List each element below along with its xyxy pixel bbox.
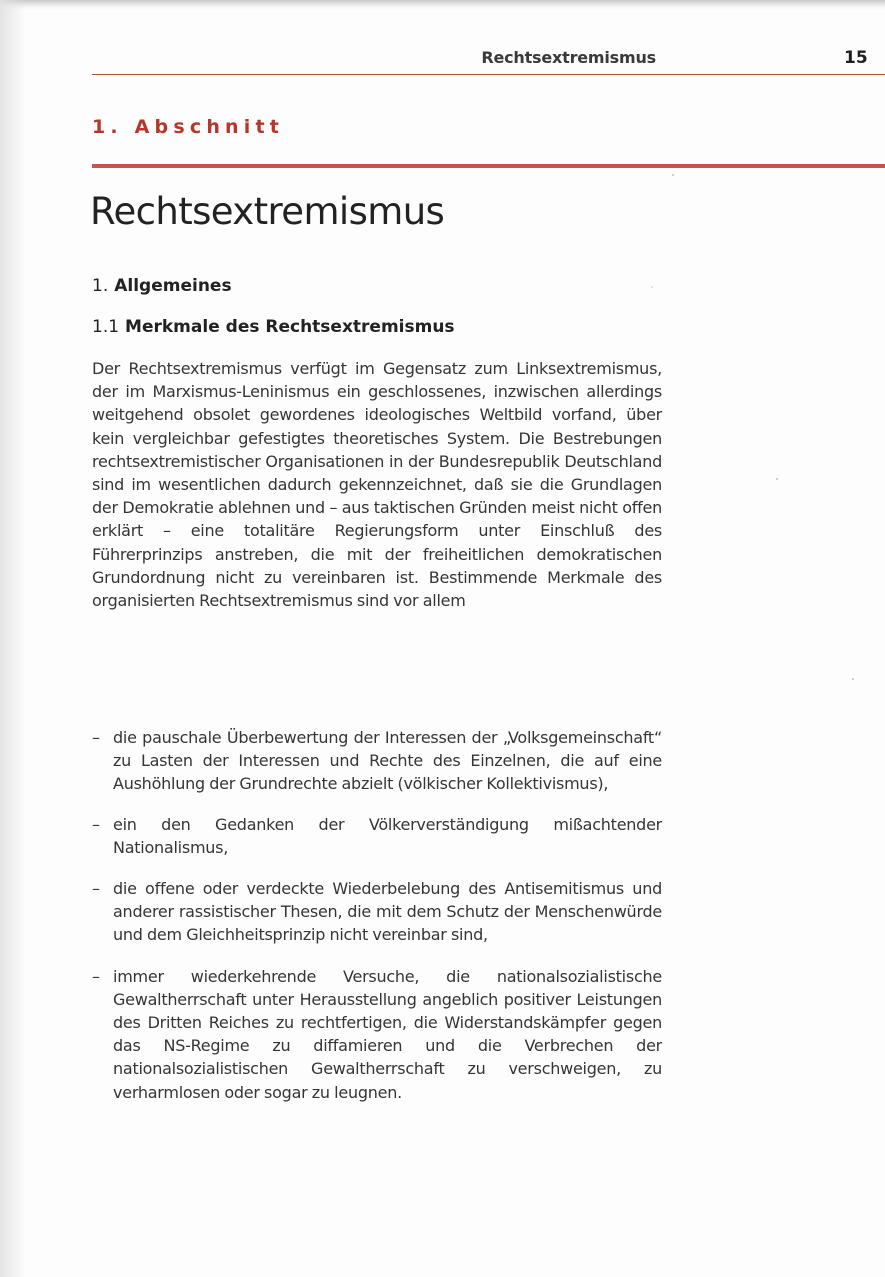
list-item-text: die offene oder verdeckte Wiederbelebung des Antisemitismus und anderer rassistischer Thesen, die mit dem Schutz der Menschenwürde und dem Gleichheitsprinzip nicht vereinbar sind, (113, 879, 662, 945)
list-item-text: ein den Gedanken der Völkerverständigung mißachtender Nationalismus, (113, 814, 662, 857)
heading-text: Merkmale des Rechtsextremismus (125, 317, 455, 337)
dash-marker: – (92, 879, 100, 899)
scan-speck (651, 286, 653, 288)
running-head-title: Rechtsextremismus (481, 48, 656, 67)
section-label: 1. Abschnitt (92, 116, 285, 138)
chapter-title: Rechtsextremismus (90, 190, 445, 233)
heading-text: Allgemeines (114, 276, 232, 296)
heading-number: 1.1 (92, 317, 120, 337)
list-item-text: die pauschale Überbewertung der Interessen der „Volksgemeinschaft“ zu Lasten der Interessen und Rechte des Einzelnen, die auf eine Aushöhlung der Grundrechte abzielt (völkischer Kollektivismus), (113, 728, 662, 794)
dash-marker: – (92, 966, 100, 986)
section-rule (92, 164, 885, 168)
scan-edge-top (0, 0, 885, 10)
list-item (92, 965, 662, 1104)
running-head-rule (92, 74, 885, 75)
heading-allgemeines (92, 276, 232, 296)
dash-marker: – (92, 814, 100, 834)
scan-speck (672, 174, 674, 176)
dash-marker: – (92, 728, 100, 747)
list-item (92, 877, 662, 947)
list-item (92, 726, 662, 796)
page-number: 15 (844, 48, 868, 68)
scan-edge-left (0, 0, 26, 1277)
running-head (92, 44, 868, 72)
list-item (92, 813, 662, 859)
list-item-text: immer wiederkehrende Versuche, die nationalsozialistische Gewaltherrschaft unter Herausstellung angeblich positiver Leistungen des Dritten Reiches zu rechtfertigen, die Widerstandskämpfer gegen das NS-Regime zu diffamieren und die Verbrechen der nationalsozialistischen Gewaltherrschaft zu verschweigen, zu verharmlosen oder sogar zu leugnen. (113, 966, 662, 1102)
body-paragraph: Der Rechtsextremismus verfügt im Gegensatz zum Linksextremismus, der im Marxismus-Leninismus ein geschlossenes, inzwischen allerdings weitgehend obsolet gewordenes ideologisches Weltbild vorfand, über kein vergleichbar gefestigtes theoretisches System. Die Bestrebungen rechtsextremistischer Organisationen in der Bundesrepublik Deutschland sind im wesentlichen dadurch gekennzeichnet, daß sie die Grundlagen der Demokratie ablehnen und – aus taktischen Gründen meist nicht offen erklärt – eine totalitäre Regierungsform unter Einschluß des Führerprinzips anstreben, die mit der freiheitlichen demokratischen Grundordnung nicht zu vereinbaren ist. Bestimmende Merkmale des organisierten Rechtsextremismus sind vor allem (92, 359, 662, 611)
scan-speck (776, 478, 778, 480)
feature-list (92, 726, 662, 1104)
heading-number: 1. (92, 276, 109, 296)
heading-merkmale (92, 317, 455, 337)
scan-speck (852, 678, 854, 680)
